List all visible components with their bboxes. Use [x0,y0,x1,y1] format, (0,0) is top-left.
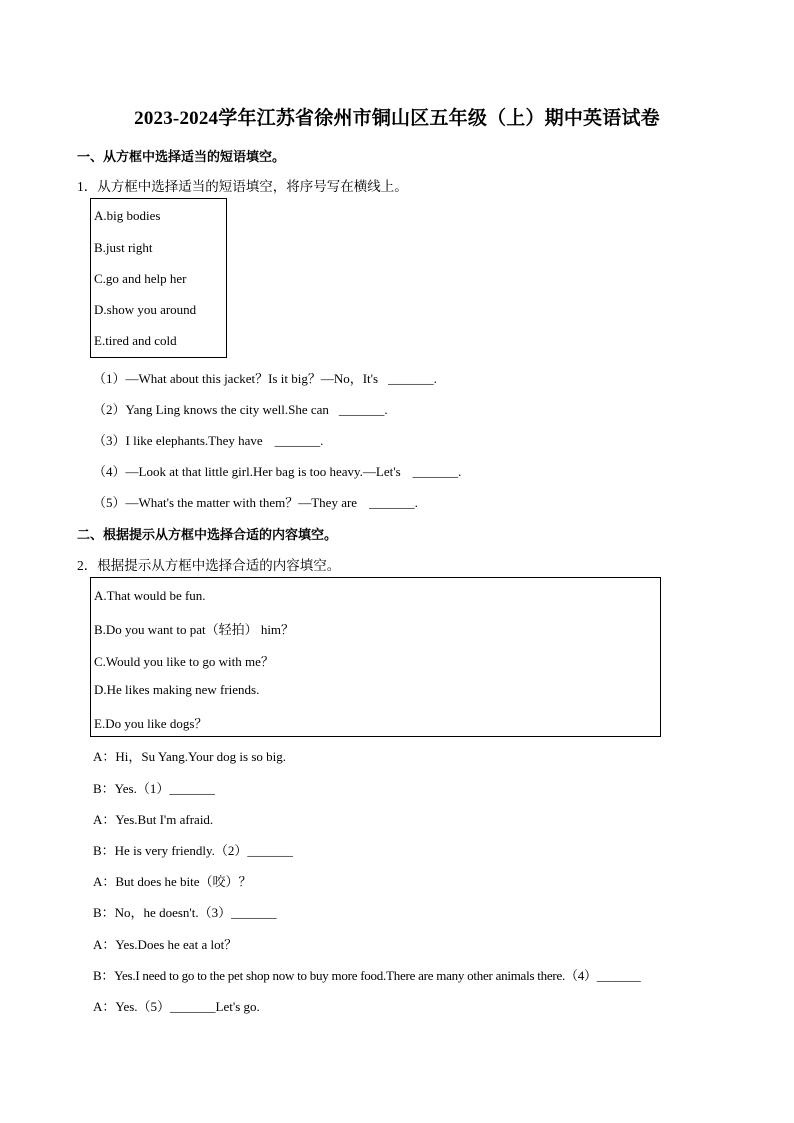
answer-blank[interactable]: _______. [369,495,418,510]
option-a: A.That would be fun. [94,588,206,603]
answer-blank[interactable]: _______. [388,371,437,386]
item-text: （3）I like elephants.They have [93,433,263,448]
dialogue-line: A：Yes.Does he eat a lot？ [93,937,238,952]
dialogue-line: A：But does he bite（咬）？ [93,874,252,889]
question-1-item [93,399,388,418]
item-text: （4）—Look at that little girl.Her bag is too heavy.—Let's [93,464,401,479]
dialogue-line: B：Yes.（1）_______ [93,781,215,796]
option-box-1 [90,198,227,358]
dialogue-line: B：No，he doesn't.（3）_______ [93,905,277,920]
option-c: C.go and help her [94,271,187,286]
option-b: B.just right [94,240,153,255]
question-1-item [93,368,437,387]
question-1-instruction: 1．从方框中选择适当的短语填空，将序号写在横线上。 [77,179,408,194]
option-e: E.Do you like dogs？ [94,716,208,731]
dialogue-line: B：He is very friendly.（2）_______ [93,843,293,858]
section-2-heading: 二、根据提示从方框中选择合适的内容填空。 [77,527,338,542]
option-c: C.Would you like to go with me？ [94,654,274,669]
page-title: 2023-2024学年江苏省徐州市铜山区五年级（上）期中英语试卷 [134,108,660,129]
item-text: （5）—What's the matter with them？—They are [93,495,358,510]
item-text: （2）Yang Ling knows the city well.She can [93,402,329,417]
section-1-heading: 一、从方框中选择适当的短语填空。 [77,149,286,164]
option-e: E.tired and cold [94,333,177,348]
question-1-item [93,461,461,480]
option-a: A.big bodies [94,208,161,223]
question-2-instruction: 2．根据提示从方框中选择合适的内容填空。 [77,558,341,573]
answer-blank[interactable]: _______. [274,433,324,448]
option-d: D.He likes making new friends. [94,682,260,697]
item-text: （1）—What about this jacket？Is it big？—No，It's [93,371,379,386]
answer-blank[interactable]: _______. [338,402,388,417]
answer-blank[interactable]: _______. [412,464,462,479]
question-1-item [93,492,418,511]
question-1-item [93,430,323,449]
dialogue-line: B：Yes.I need to go to the pet shop now to buy more food.There are many other animals there.（4）_______ [93,968,641,983]
option-d: D.show you around [94,302,197,317]
dialogue-line: A：Hi，Su Yang.Your dog is so big. [93,749,287,764]
dialogue-line: A：Yes.（5）_______Let's go. [93,999,260,1014]
option-b: B.Do you want to pat（轻拍） him？ [94,622,295,637]
dialogue-line: A：Yes.But I'm afraid. [93,812,214,827]
option-box-2 [90,577,661,737]
